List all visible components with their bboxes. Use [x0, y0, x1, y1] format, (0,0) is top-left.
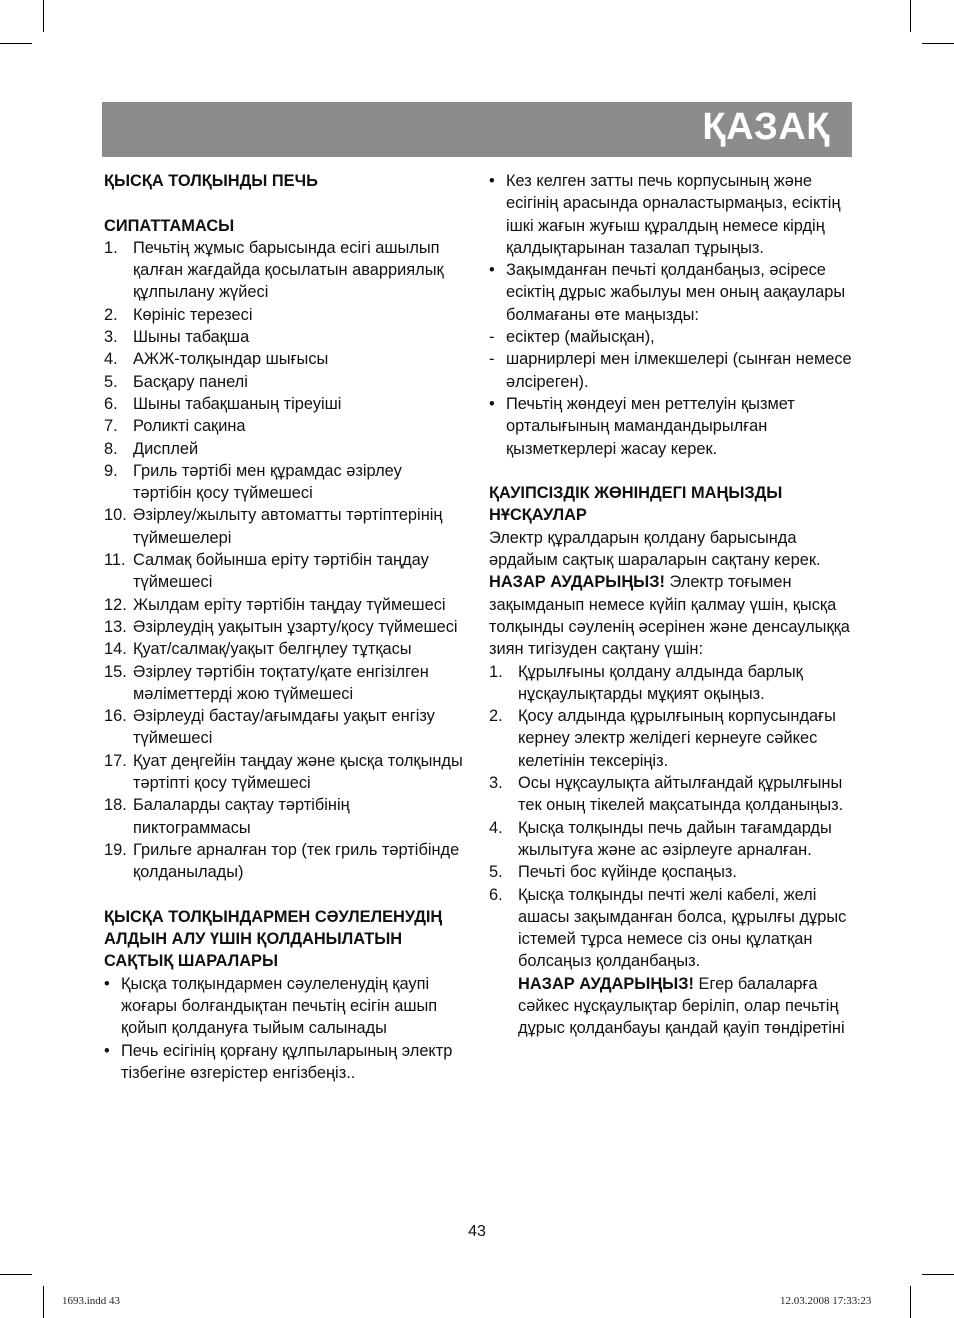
list-item-text: есіктер (майысқан), — [506, 328, 655, 347]
safety-item — [489, 661, 859, 706]
list-item-text: АЖЖ-толқындар шығысы — [133, 350, 329, 369]
list-item-text: Әзірлеу/жылыту автоматты тәртіптерінің түймешелері — [133, 506, 443, 547]
list-marker: 1. — [489, 662, 503, 681]
safety-heading: ҚАУІПСІЗДІК ЖӨНІНДЕГІ МАҢЫЗДЫ НҰСҚАУЛАР — [489, 484, 783, 525]
list-marker: - — [489, 350, 495, 369]
list-item-text: Гриль тәртібі мен құрамдас әзірлеу тәртібін қосу түймешесі — [133, 461, 402, 503]
list-marker: 4. — [489, 818, 503, 837]
print-timestamp: 12.03.2008 17:33:23 — [780, 1295, 872, 1307]
safety-intro-text: Электр құралдарын қолдану барысында әрдайым сақтық шараларын сақтану керек. — [489, 528, 821, 570]
crop-mark — [43, 0, 44, 32]
precaution-item — [104, 1040, 464, 1085]
crop-mark — [43, 1286, 44, 1318]
list-item-text: Қысқа толқындармен сәулеленудің қаупі жоғары болғандықтан печьтің есігін ашып қойып қолдануға тыйым салынады — [121, 974, 438, 1038]
list-marker: 13. — [104, 617, 127, 636]
precaution-item — [104, 973, 464, 1040]
list-item-text: Осы нұқсаулықта айтылғандай құрылғыны тек оның тікелей мақсатында қолданыңыз. — [518, 774, 844, 815]
list-item-text: Қосу алдында құрылғының корпусындағы кернеу электр желідегі кернеуге сәйкес келетінін тексеріңіз. — [518, 707, 836, 770]
list-marker: 3. — [489, 774, 503, 793]
list-item-text: Печьті бос күйінде қоспаңыз. — [518, 863, 737, 882]
list-item-text: Әзірлеудің уақытын ұзарту/қосу түймешесі — [133, 617, 458, 636]
parts-list-item — [104, 661, 464, 706]
safety-item — [489, 884, 859, 973]
safety-item — [489, 705, 859, 772]
attention-label-2: НАЗАР АУДАРЫҢЫЗ! — [518, 974, 694, 993]
list-marker: 11. — [104, 551, 126, 570]
list-marker: 10. — [104, 506, 127, 525]
language-banner — [102, 102, 852, 157]
list-marker: 2. — [489, 707, 503, 726]
list-item-text: Балаларды сақтау тәртібінің пиктограммасы — [133, 796, 350, 837]
bullet-item — [489, 393, 859, 460]
list-marker: 17. — [104, 751, 127, 770]
list-marker: 5. — [104, 372, 118, 391]
parts-list-item — [104, 415, 464, 437]
parts-list-item — [104, 705, 464, 750]
crop-mark — [922, 43, 954, 44]
list-marker: 4. — [104, 350, 118, 369]
parts-list-item — [104, 326, 464, 348]
list-marker: • — [489, 261, 495, 280]
list-marker: 2. — [104, 305, 118, 324]
attention-label: НАЗАР АУДАРЫҢЫЗ! — [489, 573, 665, 592]
list-item-text: Печь есігінің қорғану құлпыларының электр тізбегіне өзгерістер енгізбеңіз.. — [121, 1041, 453, 1082]
bullet-item — [489, 259, 859, 326]
parts-list-item — [104, 616, 464, 638]
bullet-item — [489, 326, 859, 348]
parts-list-item — [104, 237, 464, 304]
parts-list-item — [104, 839, 464, 884]
list-marker: • — [489, 394, 495, 413]
list-marker: 5. — [489, 863, 503, 882]
crop-mark — [910, 0, 911, 32]
safety-intro — [489, 527, 859, 661]
list-marker: • — [104, 1041, 110, 1060]
section-title: ҚЫСҚА ТОЛҚЫНДЫ ПЕЧЬ — [104, 172, 318, 190]
safety-list — [489, 661, 859, 973]
parts-list-item — [104, 549, 464, 594]
attention-note-text: Егер балаларға сәйкес нұсқаулықтар беріліп, олар печьтің дұрыс қолданбауы қандай қауіп төндіретіні — [518, 974, 845, 1038]
left-column — [104, 170, 464, 1084]
list-marker: 16. — [104, 707, 127, 726]
list-item-text: Грильге арналған тор (тек гриль тәртібінде қолданылады) — [133, 840, 460, 882]
parts-list-item — [104, 438, 464, 460]
list-marker: • — [489, 172, 495, 190]
list-item-text: Басқару панелі — [133, 372, 248, 391]
list-item-text: Құрылғыны қолдану алдында барлық нұсқаулықтарды мұқият оқыңыз. — [518, 662, 803, 703]
list-item-text: Қысқа толқынды печті желі кабелі, желі ашасы зақымданған болса, құрылғы дұрыс істемей тұрса немесе сіз оны құлатқан болсаңыз қолданбаңыз. — [518, 885, 847, 971]
list-item-text: Көрініс терезесі — [133, 305, 253, 324]
page-number: 43 — [468, 1223, 486, 1240]
file-label: 1693.indd 43 — [62, 1295, 121, 1307]
crop-mark — [0, 43, 32, 44]
list-marker: - — [489, 328, 495, 347]
list-marker: 8. — [104, 439, 118, 458]
description-heading: СИПАТТАМАСЫ — [104, 216, 235, 235]
list-item-text: Печьтің жөндеуі мен реттелуін қызмет орталығының мамандандырылған қызметкерлері жасау керек. — [506, 394, 795, 458]
list-marker: • — [104, 974, 110, 993]
list-marker: 6. — [104, 394, 118, 413]
parts-list-item — [104, 794, 464, 839]
crop-mark — [0, 1274, 32, 1275]
parts-list-item — [104, 393, 464, 415]
bullet-item — [489, 348, 859, 393]
list-item-text: Қуат деңгейін таңдау және қысқа толқынды тәртіпті қосу түймешесі — [133, 751, 463, 793]
list-item-text: Кез келген затты печь корпусының және есігінің арасында орналастырмаңыз, есіктің ішкі жағын жуғыш құралдың немесе кірдің қалдықтарынан тазалап тұрыңыз. — [506, 172, 841, 257]
list-item-text: Қуат/салмақ/уақыт белгңлеу тұтқасы — [133, 640, 412, 659]
list-marker: 14. — [104, 640, 127, 659]
right-column — [489, 170, 859, 1040]
list-item-text: шарнирлері мен ілмекшелері (сынған немесе әлсіреген). — [506, 350, 852, 391]
list-marker: 6. — [489, 885, 503, 904]
list-item-text: Шыны табақшаның тіреуіші — [133, 394, 342, 413]
list-item-text: Әзірлеуді бастау/ағымдағы уақыт енгізу түймешесі — [133, 707, 435, 748]
list-item-text: Дисплей — [133, 439, 199, 458]
safety-item — [489, 772, 859, 817]
parts-list-item — [104, 460, 464, 505]
safety-item — [489, 861, 859, 883]
precautions-list — [104, 973, 464, 1084]
parts-list-item — [104, 750, 464, 795]
parts-list-item — [104, 371, 464, 393]
list-marker: 15. — [104, 662, 127, 681]
list-marker: 9. — [104, 461, 118, 480]
bullet-list — [489, 170, 859, 460]
parts-list-item — [104, 594, 464, 616]
safety-item — [489, 817, 859, 862]
list-item-text: Зақымданған печьті қолданбаңыз, әсіресе есіктің дұрыс жабылуы мен оның аақаулары болмағаны өте маңызды: — [506, 261, 846, 324]
list-item-text: Шыны табақша — [133, 328, 250, 347]
bullet-item — [489, 170, 859, 259]
parts-list-item — [104, 504, 464, 549]
list-marker: 3. — [104, 328, 118, 347]
list-item-text: Салмақ бойынша еріту тәртібін таңдау түймешесі — [133, 551, 429, 592]
list-marker: 7. — [104, 417, 118, 436]
parts-list-item — [104, 348, 464, 370]
crop-mark — [922, 1274, 954, 1275]
parts-list-item — [104, 638, 464, 660]
attention-note — [489, 973, 859, 1040]
list-marker: 12. — [104, 595, 127, 614]
list-marker: 1. — [104, 238, 118, 257]
crop-mark — [910, 1286, 911, 1318]
list-marker: 18. — [104, 796, 127, 815]
list-item-text: Қысқа толқынды печь дайын тағамдарды жылытуға және ас әзірлеуге арналған. — [518, 818, 832, 859]
list-item-text: Роликті сақина — [133, 417, 246, 436]
precautions-heading: ҚЫСҚА ТОЛҚЫНДАРМЕН СӘУЛЕЛЕНУДІҢ АЛДЫН АЛУ ҮШІН ҚОЛДАНЫЛАТЫН САҚТЫҚ ШАРАЛАРЫ — [104, 907, 443, 971]
list-item-text: Әзірлеу тәртібін тоқтату/қате енгізілген мәліметтерді жою түймешесі — [133, 662, 429, 703]
list-item-text: Жылдам еріту тәртібін таңдау түймешесі — [133, 595, 446, 614]
language-title: ҚАЗАҚ — [702, 106, 830, 148]
list-item-text: Печьтің жұмыс барысында есігі ашылып қалған жағдайда қосылатын аварриялық құлпылану жүйесі — [133, 238, 444, 302]
safety-intro-text-2: Электр тоғымен зақымданып немесе күйіп қалмау үшін, қысқа толқынды сәуленің әсерінен және денсаулыққа зиян тигізуден сақтану үшін: — [489, 573, 850, 659]
list-marker: 19. — [104, 840, 127, 859]
parts-list-item — [104, 304, 464, 326]
parts-list — [104, 237, 464, 884]
